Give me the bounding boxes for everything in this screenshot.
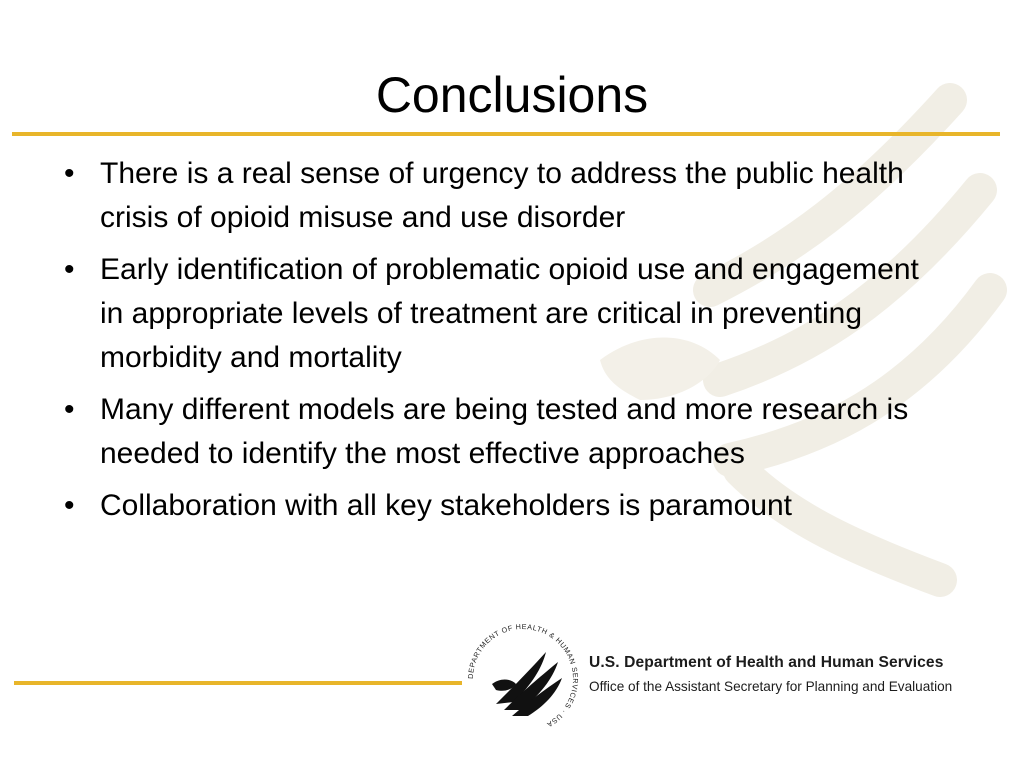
bullet-text: Collaboration with all key stakeholders is paramount bbox=[100, 489, 793, 522]
bullet-marker: • bbox=[64, 489, 75, 522]
bullet-marker: • bbox=[64, 157, 75, 190]
bullet-text: There is a real sense of urgency to address the public health crisis of opioid misuse and use disorder bbox=[100, 157, 904, 234]
svg-text:DEPARTMENT OF HEALTH & HUMAN S: DEPARTMENT OF HEALTH & HUMAN SERVICES · USA bbox=[465, 621, 581, 730]
bullet-list bbox=[58, 152, 938, 536]
bullet-text: Many different models are being tested and more research is needed to identify the most effective approaches bbox=[100, 393, 909, 470]
office-name: Office of the Assistant Secretary for Planning and Evaluation bbox=[589, 679, 953, 694]
bullet-item bbox=[58, 248, 938, 380]
bullet-item bbox=[58, 484, 938, 528]
bullet-item bbox=[58, 388, 938, 476]
hhs-eagle-seal-icon bbox=[462, 618, 584, 740]
bullet-item bbox=[58, 152, 938, 240]
slide-title: Conclusions bbox=[375, 67, 649, 123]
bullet-marker: • bbox=[64, 393, 75, 426]
title-divider bbox=[12, 132, 1000, 136]
bullet-text: Early identification of problematic opioid use and engagement in appropriate levels of treatment are critical in preventing morbidity and mortality bbox=[100, 253, 919, 374]
bullet-marker: • bbox=[64, 253, 75, 286]
department-name: U.S. Department of Health and Human Services bbox=[589, 654, 944, 671]
footer-divider bbox=[14, 681, 462, 685]
